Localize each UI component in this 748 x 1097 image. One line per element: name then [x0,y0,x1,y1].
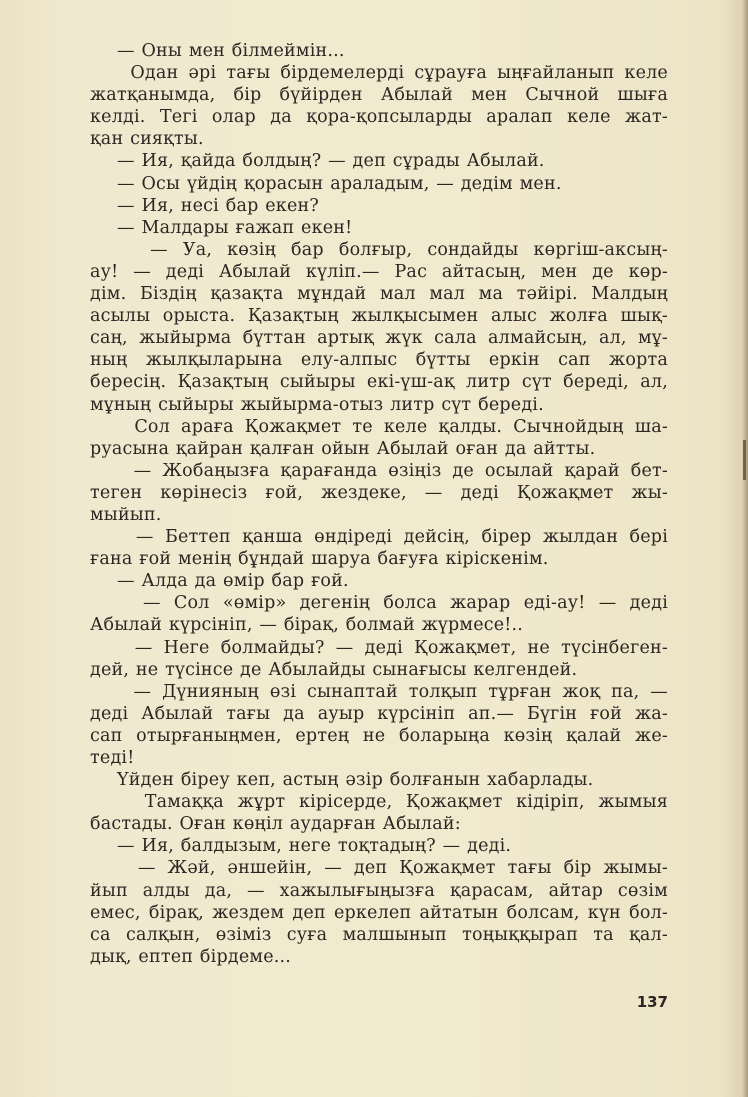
text-line: теген көрінесіз ғой, жездеке, — деді Қожақмет жы- [90,482,668,503]
text-line: қан сияқты. [90,129,204,150]
text-line: — Ия, қайда болдың? — деп сұрады Абылай. [90,151,545,172]
text-line: деді Абылай тағы да ауыр күрсініп ап.— Бүгін ғой жа- [90,703,668,724]
text-line: бастады. Оған көңіл аударған Абылай: [90,814,461,835]
text-line: дық, ептеп бірдеме... [90,946,292,967]
text-line: — Дүнияның өзі сынаптай толқып тұрған жоқ па, — [90,681,668,702]
text-line: теді! [90,748,135,768]
text-line: Үйден біреу кеп, астың әзір болғанын хабарлады. [90,770,594,791]
text-line: асылы орыста. Қазақтың жылқысымен алыс жолға шық- [90,306,668,327]
text-line: мыйып. [90,504,162,525]
text-line: емес, бірақ, жездем деп еркелеп айтатын болсам, күн бол- [90,902,668,923]
text-line: ғана ғой менің бұндай шаруа бағуға кіріскенім. [90,549,549,570]
text-line: — Осы үйдің қорасын араладым, — дедім мен. [90,173,562,194]
page-edge-shadow [742,0,748,1097]
text-line: — Неге болмайды? — деді Қожақмет, не түсінбеген- [90,637,668,658]
text-line: — Сол «өмір» дегенің болса жарар еді-ау! — деді [90,593,668,614]
text-line: ау! — деді Абылай күліп.— Рас айтасың, мен де көр- [90,261,668,282]
text-line: — Жәй, әншейін, — деп Қожақмет тағы бір жымы- [90,858,668,879]
text-line: бересің. Қазақтың сыйыры екі-үш-ақ литр сүт береді, ал, [90,372,668,393]
text-line: дім. Біздің қазақта мұндай мал мал ма тәйірі. Малдың [90,284,668,305]
margin-mark [743,440,746,480]
text-line: саң, жыйырма бүттан артық жүк сала алмайсың, ал, мұ- [90,328,668,349]
text-line: йып алды да, — хажылығыңызға қарасам, айтар сөзім [90,880,668,901]
text-line: сап отырғаныңмен, ертең не боларыңа көзің қалай же- [90,725,668,746]
text-line: — Малдары ғажап екен! [90,217,353,238]
text-line: ның жылқыларына елу-алпыс бүтты еркін сап жорта [90,350,668,371]
text-line: жатқанымда, бір бүйірден Абылай мен Сычной шыға [90,85,668,106]
text-line: — Оны мен білмеймін... [90,41,345,61]
page-body-text [90,40,668,968]
text-line: Тамаққа жұрт кірісерде, Қожақмет кідіріп, жымыя [90,792,668,813]
text-line: мұның сыйыры жыйырма-отыз литр сүт береді. [90,394,544,415]
text-line: руасына қайран қалған ойын Абылай оған да айтты. [90,438,596,459]
text-line: — Беттеп қанша өндіреді дейсің, бірер жылдан бері [90,527,668,548]
text-line: — Уа, көзің бар болғыр, сондайды көргіш-аксың- [90,239,668,260]
page-number: 137 [636,993,668,1011]
text-line: Абылай күрсініп, — бірақ, болмай жүрмесе!.. [90,615,524,636]
text-line: — Алда да өмір бар ғой. [90,571,349,592]
text-line: келді. Тегі олар да қора-қопсыларды аралап келе жат- [90,107,668,128]
text-line: Сол араға Қожақмет те келе қалды. Сычнойдың ша- [90,416,668,437]
text-line: дей, не түсінсе де Абылайды сынағысы келгендей. [90,659,578,680]
text-line: — Ия, балдызым, неге тоқтадың? — деді. [90,836,512,857]
text-line: — Жобаңызға қарағанда өзіңіз де осылай қарай бет- [90,460,668,481]
text-line: — Ия, несі бар екен? [90,195,319,216]
text-line: Одан әрі тағы бірдемелерді сұрауға ыңғайланып келе [90,63,668,84]
text-line: са салқын, өзіміз суға малшынып тоңыққырап та қал- [90,924,668,945]
